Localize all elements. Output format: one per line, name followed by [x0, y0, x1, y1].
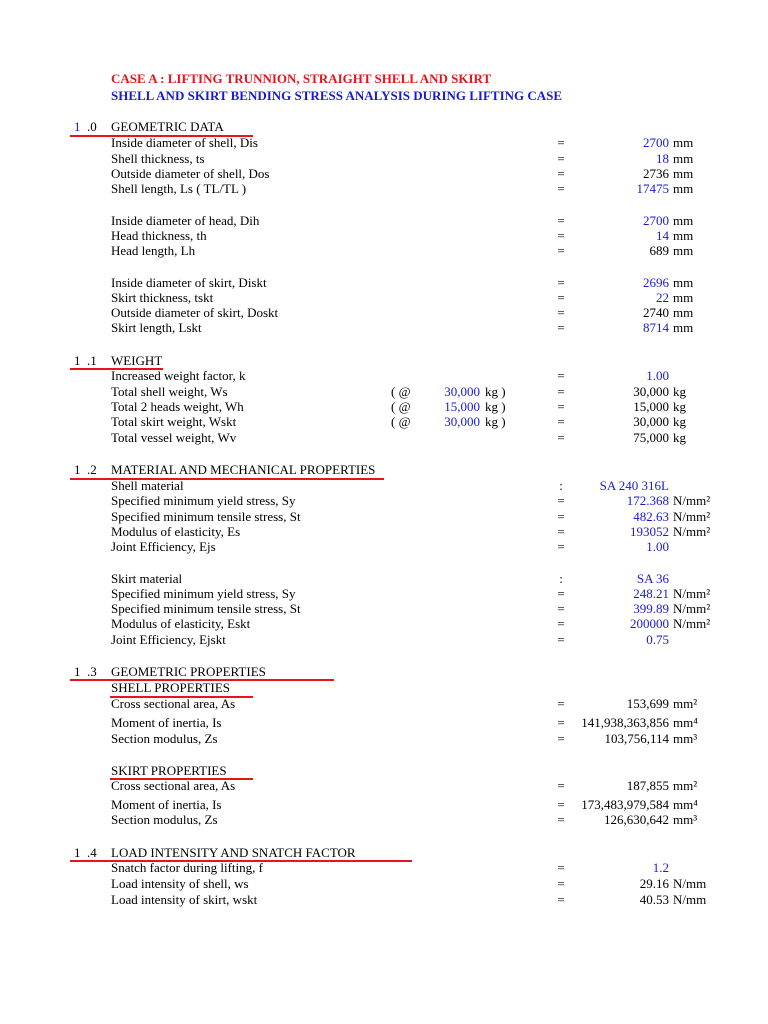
row-value: SA 36 — [636, 571, 669, 586]
section-subnumber: .1 — [87, 353, 97, 368]
row-value: 103,756,114 — [604, 731, 669, 746]
row-symbol: = — [557, 135, 565, 150]
row-unit: mm — [673, 275, 694, 290]
row-unit: mm — [673, 166, 694, 181]
row-unit: mm — [673, 290, 694, 305]
row-label: Inside diameter of skirt, Diskt — [111, 275, 267, 290]
row-symbol: = — [557, 812, 565, 827]
row-value: 30,000 — [633, 414, 669, 429]
row-label: Specified minimum yield stress, Sy — [111, 586, 296, 601]
at-open: ( @ — [391, 399, 411, 414]
section-title: MATERIAL AND MECHANICAL PROPERTIES — [111, 462, 376, 477]
unit-weight-unit: kg ) — [485, 399, 506, 414]
row-label: Specified minimum tensile stress, St — [111, 601, 301, 616]
row-value: 40.53 — [639, 892, 669, 907]
row-unit: mm³ — [673, 812, 698, 827]
row-symbol: = — [557, 414, 565, 429]
row-label: Specified minimum tensile stress, St — [111, 509, 301, 524]
row-symbol: : — [559, 478, 563, 493]
row-label: Head thickness, th — [111, 228, 207, 243]
row-symbol: = — [557, 384, 565, 399]
row-value: 482.63 — [633, 509, 669, 524]
row-symbol: = — [557, 524, 565, 539]
row-label: Cross sectional area, As — [111, 778, 236, 793]
section-subnumber: .3 — [87, 664, 97, 679]
row-label: Total skirt weight, Wskt — [111, 414, 237, 429]
section-title: LOAD INTENSITY AND SNATCH FACTOR — [111, 845, 356, 860]
section-number: 1 — [74, 353, 81, 368]
section-number: 1 — [74, 664, 81, 679]
row-unit: N/mm² — [673, 616, 711, 631]
row-label: Shell thickness, ts — [111, 151, 205, 166]
row-unit: mm² — [673, 696, 698, 711]
row-value: 1.00 — [646, 539, 669, 554]
subsection-title: SKIRT PROPERTIES — [111, 763, 227, 778]
row-value: 0.75 — [646, 632, 669, 647]
unit-weight-unit: kg ) — [485, 384, 506, 399]
row-label: Snatch factor during lifting, f — [111, 860, 263, 875]
row-value: 2740 — [643, 305, 669, 320]
document-subtitle: SHELL AND SKIRT BENDING STRESS ANALYSIS DURING LIFTING CASE — [111, 88, 563, 103]
row-unit: N/mm² — [673, 601, 711, 616]
row-label: Joint Efficiency, Ejs — [111, 539, 216, 554]
row-label: Shell length, Ls ( TL/TL ) — [111, 181, 247, 196]
row-unit: N/mm — [673, 892, 707, 907]
row-label: Joint Efficiency, Ejskt — [111, 632, 226, 647]
row-value: 689 — [649, 243, 669, 258]
row-unit: kg — [673, 414, 686, 429]
row-value: 193052 — [630, 524, 669, 539]
row-label: Moment of inertia, Is — [111, 797, 222, 812]
section-number: 1 — [74, 119, 81, 134]
row-unit: mm — [673, 228, 694, 243]
row-value: 153,699 — [626, 696, 669, 711]
row-label: Total 2 heads weight, Wh — [111, 399, 244, 414]
row-symbol: = — [557, 493, 565, 508]
row-unit: mm — [673, 151, 694, 166]
row-value: 18 — [656, 151, 669, 166]
at-open: ( @ — [391, 384, 411, 399]
row-value: 126,630,642 — [604, 812, 669, 827]
row-unit: kg — [673, 430, 686, 445]
row-symbol: = — [557, 275, 565, 290]
row-label: Modulus of elasticity, Eskt — [111, 616, 251, 631]
row-unit: mm — [673, 135, 694, 150]
row-symbol: = — [557, 399, 565, 414]
row-label: Head length, Lh — [111, 243, 196, 258]
row-symbol: = — [557, 368, 565, 383]
row-symbol: = — [557, 632, 565, 647]
row-symbol: = — [557, 715, 565, 730]
row-label: Moment of inertia, Is — [111, 715, 222, 730]
row-unit: mm — [673, 181, 694, 196]
row-value: 2700 — [643, 135, 669, 150]
row-label: Load intensity of skirt, wskt — [111, 892, 258, 907]
row-value: 399.89 — [633, 601, 669, 616]
row-label: Outside diameter of skirt, Doskt — [111, 305, 279, 320]
section-title: WEIGHT — [111, 353, 163, 368]
row-unit: N/mm — [673, 876, 707, 891]
row-unit: mm — [673, 243, 694, 258]
row-unit: N/mm² — [673, 493, 711, 508]
row-value: 1.2 — [652, 860, 669, 875]
section-subnumber: .0 — [87, 119, 97, 134]
row-value: 22 — [656, 290, 669, 305]
row-value: 248.21 — [633, 586, 669, 601]
row-value: 173,483,979,584 — [581, 797, 669, 812]
row-unit: mm — [673, 213, 694, 228]
row-unit: mm² — [673, 778, 698, 793]
subsection-title: SHELL PROPERTIES — [111, 680, 230, 695]
row-unit: kg — [673, 384, 686, 399]
row-label: Skirt length, Lskt — [111, 320, 202, 335]
row-value: 2696 — [643, 275, 669, 290]
section-subnumber: .4 — [87, 845, 97, 860]
row-symbol: = — [557, 213, 565, 228]
row-symbol: = — [557, 539, 565, 554]
row-value: 2700 — [643, 213, 669, 228]
row-value: 75,000 — [633, 430, 669, 445]
row-label: Skirt material — [111, 571, 183, 586]
row-value: 15,000 — [633, 399, 669, 414]
row-symbol: = — [557, 892, 565, 907]
row-symbol: = — [557, 616, 565, 631]
row-symbol: = — [557, 860, 565, 875]
row-label: Inside diameter of head, Dih — [111, 213, 260, 228]
row-symbol: = — [557, 586, 565, 601]
row-value: SA 240 316L — [599, 478, 669, 493]
row-label: Modulus of elasticity, Es — [111, 524, 241, 539]
row-symbol: = — [557, 601, 565, 616]
unit-weight-value: 30,000 — [444, 414, 480, 429]
row-symbol: = — [557, 290, 565, 305]
row-unit: N/mm² — [673, 586, 711, 601]
row-value: 172.368 — [626, 493, 669, 508]
row-unit: kg — [673, 399, 686, 414]
unit-weight-value: 30,000 — [444, 384, 480, 399]
row-label: Increased weight factor, k — [111, 368, 246, 383]
row-value: 141,938,363,856 — [581, 715, 669, 730]
row-value: 187,855 — [626, 778, 669, 793]
row-unit: N/mm² — [673, 509, 711, 524]
row-unit: mm⁴ — [673, 715, 698, 730]
row-label: Section modulus, Zs — [111, 812, 218, 827]
row-value: 14 — [656, 228, 669, 243]
row-label: Load intensity of shell, ws — [111, 876, 249, 891]
row-unit: mm — [673, 305, 694, 320]
row-symbol: = — [557, 430, 565, 445]
row-unit: N/mm² — [673, 524, 711, 539]
row-symbol: = — [557, 305, 565, 320]
row-label: Shell material — [111, 478, 184, 493]
row-value: 1.00 — [646, 368, 669, 383]
row-label: Skirt thickness, tskt — [111, 290, 214, 305]
row-value: 30,000 — [633, 384, 669, 399]
row-symbol: = — [557, 778, 565, 793]
document-title: CASE A : LIFTING TRUNNION, STRAIGHT SHELL AND SKIRT — [111, 71, 492, 86]
section-subnumber: .2 — [87, 462, 97, 477]
unit-weight-unit: kg ) — [485, 414, 506, 429]
row-value: 29.16 — [639, 876, 669, 891]
row-symbol: = — [557, 166, 565, 181]
section-title: GEOMETRIC DATA — [111, 119, 224, 134]
row-unit: mm⁴ — [673, 797, 698, 812]
section-number: 1 — [74, 462, 81, 477]
row-symbol: = — [557, 243, 565, 258]
row-symbol: = — [557, 876, 565, 891]
row-symbol: = — [557, 696, 565, 711]
row-symbol: = — [557, 228, 565, 243]
row-value: 2736 — [643, 166, 669, 181]
section-number: 1 — [74, 845, 81, 860]
row-symbol: : — [559, 571, 563, 586]
row-value: 8714 — [643, 320, 669, 335]
row-label: Inside diameter of shell, Dis — [111, 135, 258, 150]
row-label: Specified minimum yield stress, Sy — [111, 493, 296, 508]
row-label: Cross sectional area, As — [111, 696, 236, 711]
row-symbol: = — [557, 181, 565, 196]
section-title: GEOMETRIC PROPERTIES — [111, 664, 266, 679]
row-value: 17475 — [636, 181, 669, 196]
row-label: Outside diameter of shell, Dos — [111, 166, 270, 181]
row-label: Section modulus, Zs — [111, 731, 218, 746]
row-symbol: = — [557, 797, 565, 812]
row-label: Total vessel weight, Wv — [111, 430, 237, 445]
row-unit: mm — [673, 320, 694, 335]
row-label: Total shell weight, Ws — [111, 384, 228, 399]
row-value: 200000 — [630, 616, 669, 631]
row-symbol: = — [557, 731, 565, 746]
at-open: ( @ — [391, 414, 411, 429]
row-symbol: = — [557, 151, 565, 166]
row-symbol: = — [557, 320, 565, 335]
unit-weight-value: 15,000 — [444, 399, 480, 414]
row-symbol: = — [557, 509, 565, 524]
row-unit: mm³ — [673, 731, 698, 746]
